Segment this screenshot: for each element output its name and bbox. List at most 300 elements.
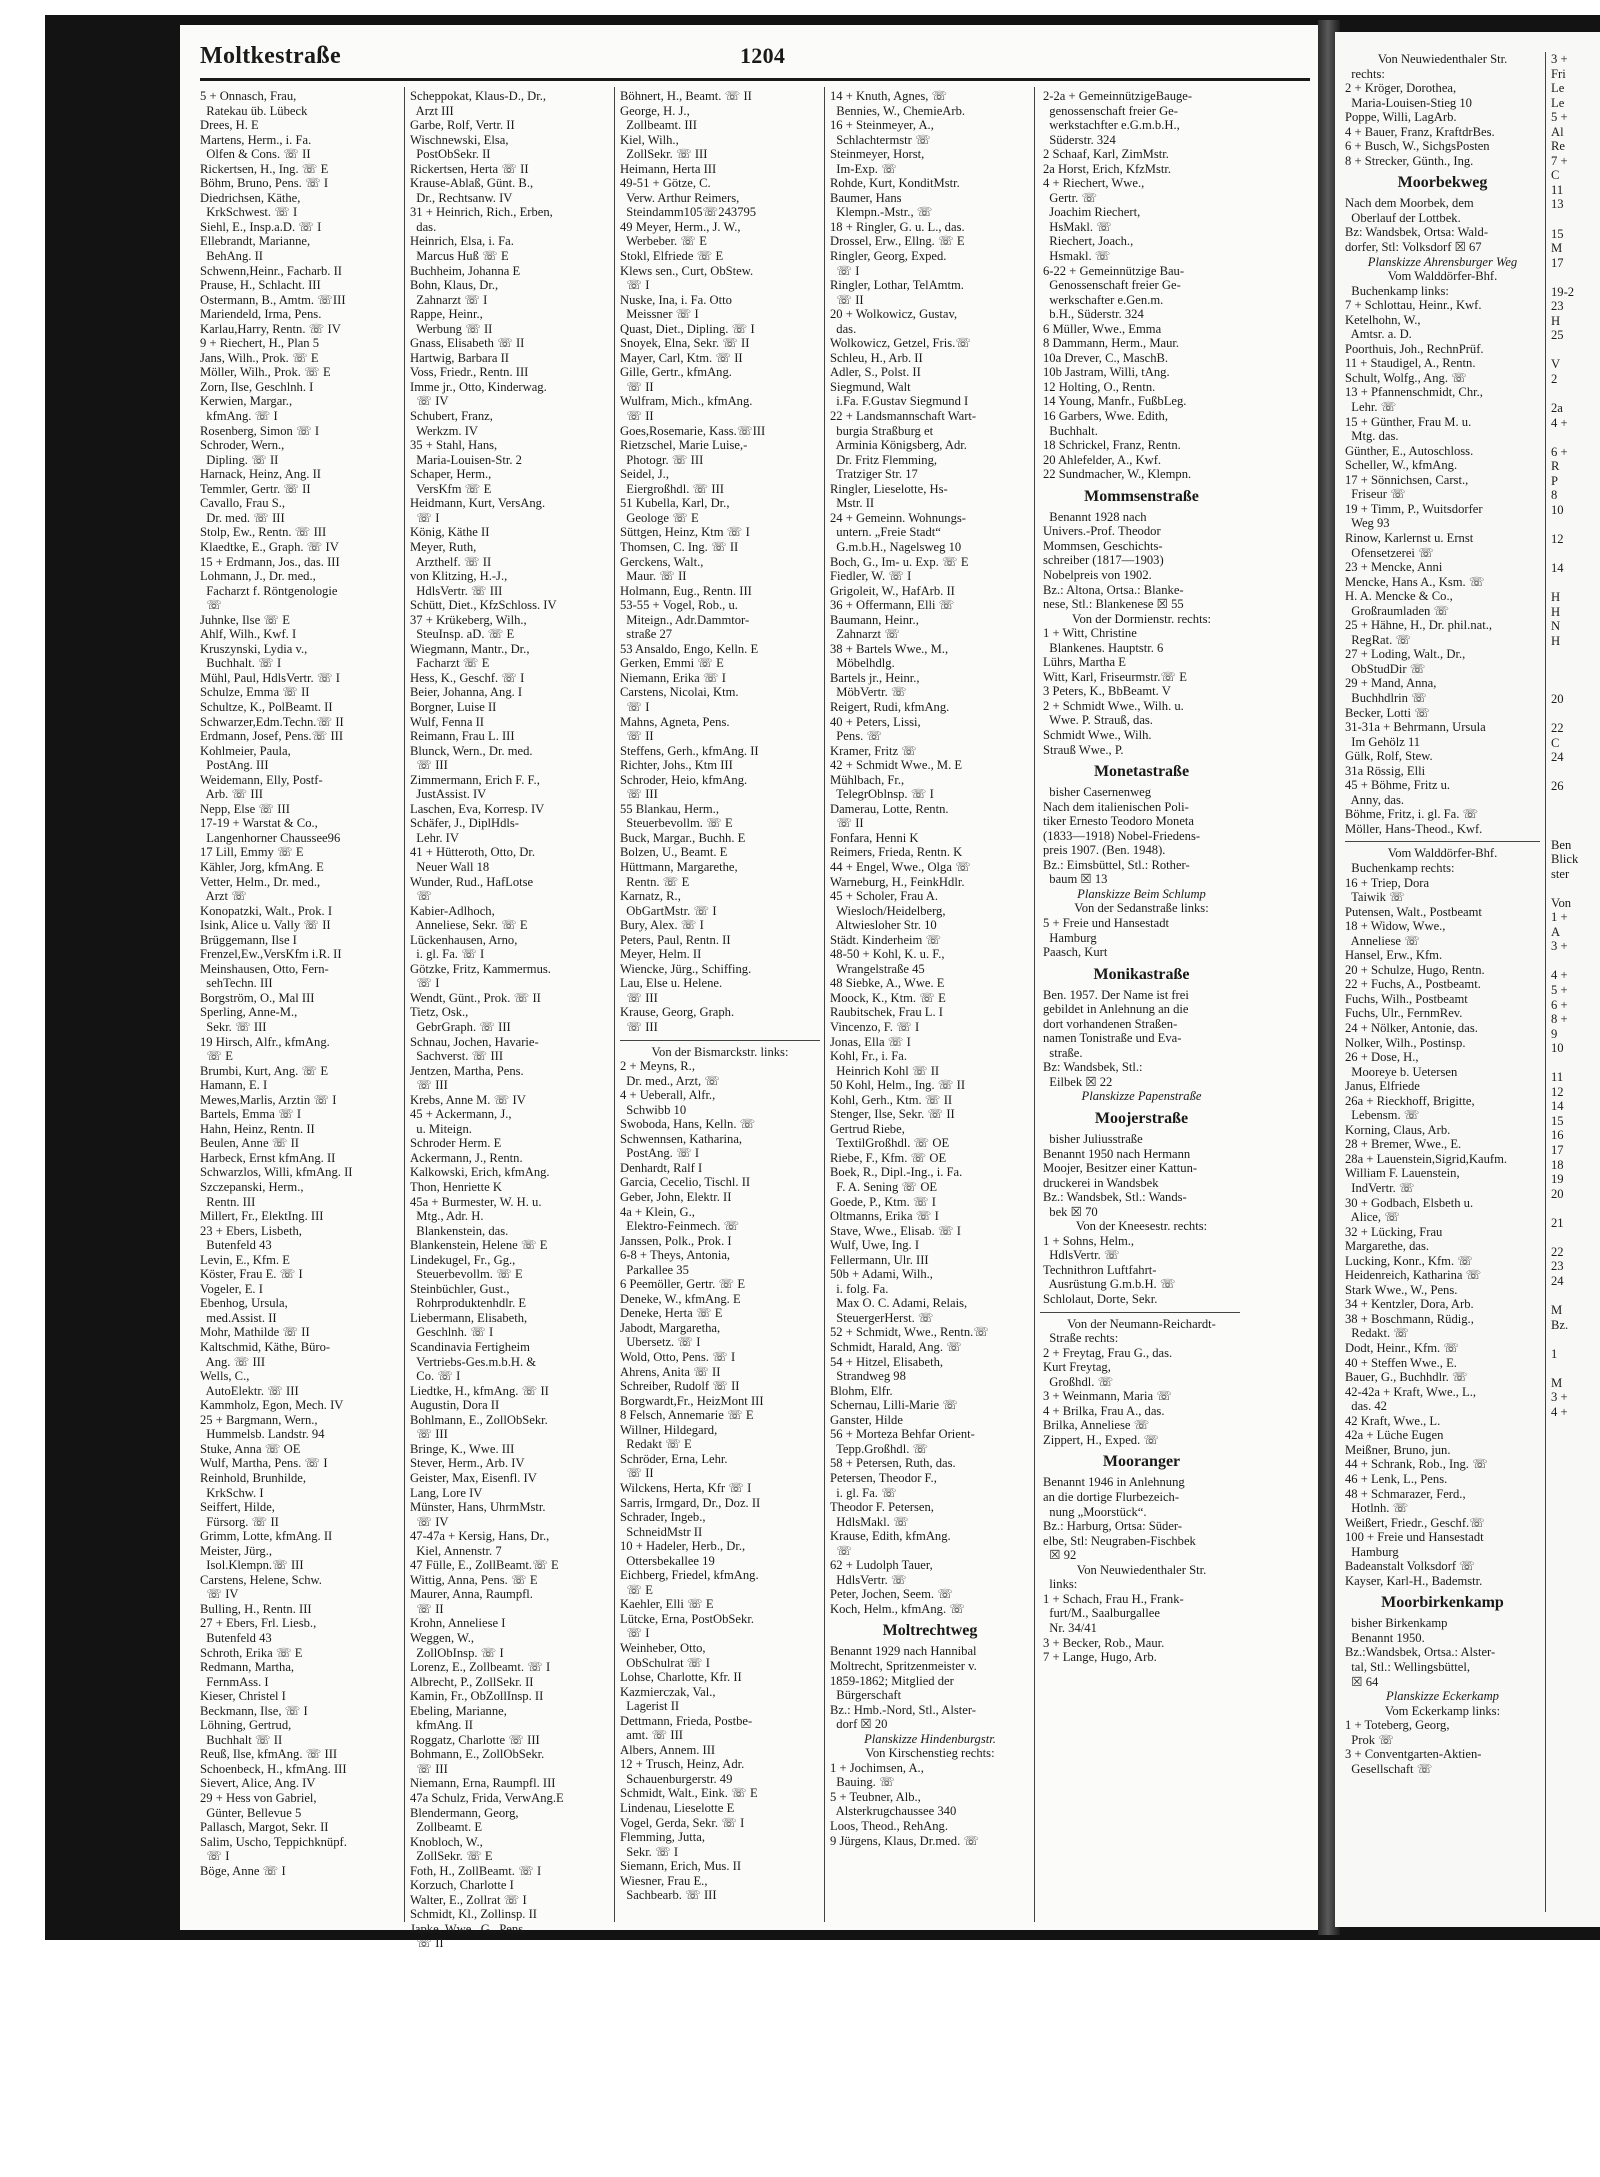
directory-entry: 14 Young, Manfr., FußbLeg. [1043, 394, 1187, 409]
directory-entry: Nolker, Wilh., Postinsp. [1345, 1035, 1466, 1050]
directory-entry: Krause-Ablaß, Günt. B., [410, 176, 534, 191]
directory-entry: Ubersetz. ☏ I [620, 1335, 701, 1350]
directory-entry: Ostermann, B., Amtm. ☏III [200, 292, 346, 307]
directory-entry: Weißert, Friedr., Geschf.☏ [1345, 1515, 1485, 1530]
directory-entry: ☒ 92 [1043, 1548, 1077, 1563]
fragment-entry: 5 + [1551, 110, 1568, 125]
fragment-entry [1551, 808, 1599, 823]
directory-entry: Dr., Rechtsanw. IV [410, 190, 513, 205]
fragment-entry [1551, 881, 1599, 896]
directory-entry: Borgwardt,Fr., HeizMont III [620, 1393, 764, 1408]
directory-entry: 6-8 + Theys, Antonia, [620, 1248, 731, 1263]
directory-entry: Ackermann, J., Rentn. [410, 1150, 523, 1165]
directory-entry: Lau, Else u. Helene. [620, 976, 723, 991]
directory-entry: 23 + Ebers, Lisbeth, [200, 1223, 302, 1238]
directory-entry: Walter, E., Zollrat ☏ I [410, 1892, 527, 1907]
directory-entry: Redakt ☏ E [620, 1437, 692, 1452]
directory-entry: Bz.:Wandsbek, Ortsa.: Alster- [1345, 1645, 1496, 1660]
directory-entry: Peter, Jochen, Seem. ☏ [830, 1587, 953, 1602]
directory-entry: Ahrens, Anita ☏ II [620, 1364, 721, 1379]
directory-entry: Böhm, Bruno, Pens. ☏ I [200, 176, 329, 191]
directory-entry: Steindamm105☏243795 [620, 205, 757, 220]
directory-entry: Drees, H. E [200, 118, 259, 133]
directory-entry: Werbung ☏ II [410, 321, 493, 336]
fragment-entry: 26 [1551, 779, 1564, 794]
directory-entry: Baumann, Heinr., [830, 612, 919, 627]
directory-entry: Schmidt, Walt., Eink. ☏ E [620, 1786, 758, 1801]
directory-entry: 6 Peemöller, Gertr. ☏ E [620, 1277, 746, 1292]
directory-entry: Eichberg, Friedel, kfmAng. [620, 1568, 759, 1583]
directory-entry: Dr. Fritz Flemming, [830, 452, 938, 467]
directory-entry: i. gl. Fa. ☏ I [410, 947, 485, 962]
directory-entry: Geologe ☏ E [620, 510, 699, 525]
directory-entry: Mahns, Agneta, Pens. [620, 714, 730, 729]
directory-entry: Friseur ☏ [1345, 487, 1406, 502]
directory-entry: 7 + Lange, Hugo, Arb. [1043, 1650, 1157, 1665]
directory-entry: Poorthuis, Joh., RechnPrüf. [1345, 341, 1484, 356]
directory-entry: Tratziger Str. 17 [830, 467, 918, 482]
directory-entry: Krause, Georg, Graph. [620, 1005, 735, 1020]
directory-entry: Alice, ☏ [1345, 1210, 1400, 1225]
section-divider [620, 1040, 820, 1041]
fragment-entry: 10 [1551, 502, 1564, 517]
directory-entry: Lehr. ☏ [1345, 400, 1397, 415]
directory-entry: Städt. Kinderheim ☏ [830, 932, 942, 947]
directory-entry: ☏ [830, 1543, 853, 1558]
directory-entry: burgia Straßburg et [830, 423, 934, 438]
directory-entry: Bz.: Altona, Ortsa.: Blanke- [1043, 582, 1184, 597]
fragment-entry: M [1551, 1303, 1563, 1318]
directory-entry: 1 + Jochimsen, A., [830, 1760, 924, 1775]
directory-entry: Riebe, F., Kfm. ☏ OE [830, 1150, 947, 1165]
directory-entry: Brüggemann, Ilse I [200, 932, 297, 947]
directory-entry: ☏ II [620, 379, 654, 394]
fragment-entry [1551, 1056, 1599, 1071]
directory-entry: Mewes,Marlis, Arztin ☏ I [200, 1092, 337, 1107]
directory-entry: med.Assist. II [200, 1310, 277, 1325]
section-divider [1345, 841, 1540, 842]
directory-entry: Goede, P., Ktm. ☏ I [830, 1194, 936, 1209]
directory-entry: Lohse, Charlotte, Kfr. II [620, 1670, 742, 1685]
directory-entry: 45 + Ackermann, J., [410, 1107, 512, 1122]
directory-entry: Wolkowicz, Getzel, Fris.☏ [830, 336, 971, 351]
directory-entry: Univers.-Prof. Theodor [1043, 524, 1161, 539]
directory-entry: Schroder, Heio, kfmAng. [620, 772, 748, 787]
directory-entry: Fuchs, Wilh., Postbeamt [1345, 991, 1468, 1006]
directory-entry: Blankenstein, Helene ☏ E [410, 1238, 548, 1253]
directory-entry: Sachverst. ☏ III [410, 1049, 504, 1064]
fragment-entry: 20 [1551, 692, 1564, 707]
directory-entry: Kiel, Annenstr. 7 [410, 1543, 502, 1558]
directory-entry: 23 + Mencke, Anni [1345, 560, 1443, 575]
directory-entry: preis 1907. (Ben. 1948). [1043, 843, 1166, 858]
fragment-entry [1551, 1201, 1599, 1216]
directory-entry: Kohl, Gerh., Ktm. ☏ II [830, 1092, 953, 1107]
directory-entry: Juhnke, Ilse ☏ E [200, 612, 290, 627]
directory-entry: Olfen & Cons. ☏ II [200, 147, 311, 162]
directory-entry: 17-19 + Warstat & Co., [200, 816, 318, 831]
directory-entry: Blohm, Elfr. [830, 1383, 893, 1398]
directory-entry: Dettmann, Frieda, Postbe- [620, 1713, 753, 1728]
directory-entry: Hamburg [1345, 1544, 1399, 1559]
fragment-entry: ster [1551, 866, 1570, 881]
directory-entry: ☏ III [620, 1020, 658, 1034]
directory-entry: 30 + Godbach, Elsbeth u. [1345, 1195, 1474, 1210]
directory-entry: Rietzschel, Marie Luise,- [620, 438, 748, 453]
directory-entry: Albrecht, P., ZollSekr. II [410, 1674, 534, 1689]
directory-entry: 4 + Riechert, Wwe., [1043, 176, 1145, 191]
directory-entry: Meister, Jürg., [200, 1543, 273, 1558]
directory-entry: 25 + Bargmann, Wern., [200, 1412, 318, 1427]
directory-entry: bisher Birkenkamp [1345, 1616, 1448, 1631]
directory-entry: Snoyek, Elna, Sekr. ☏ II [620, 336, 750, 351]
directory-entry: Reuß, Ilse, kfmAng. ☏ III [200, 1747, 338, 1762]
directory-entry: ☏ [200, 598, 223, 613]
directory-entry: 44 + Engel, Wwe., Olga ☏ [830, 859, 971, 874]
directory-entry: Kalkowski, Erich, kfmAng. [410, 1165, 550, 1180]
directory-entry: Hummelsb. Landstr. 94 [200, 1427, 325, 1442]
directory-entry: Wendt, Günt., Prok. ☏ II [410, 990, 541, 1005]
directory-entry: bek ☒ 70 [1043, 1204, 1098, 1219]
directory-entry: amt. ☏ III [620, 1728, 683, 1743]
directory-entry: Schult, Wolfg., Ang. ☏ [1345, 370, 1467, 385]
directory-entry: Möller, Wilh., Prok. ☏ E [200, 365, 331, 380]
directory-entry: Götzke, Fritz, Kammermus. [410, 961, 551, 976]
directory-entry: 12 + Trusch, Heinz, Adr. [620, 1757, 745, 1772]
fragment-entry: Fri [1551, 66, 1566, 81]
fragment-entry: 1 [1551, 1346, 1558, 1361]
directory-entry: 18 + Widow, Wwe., [1345, 919, 1446, 934]
directory-entry: HdlsVertr. ☏ III [410, 583, 503, 598]
directory-entry: Schwennsen, Katharina, [620, 1131, 743, 1146]
directory-entry: 5 + Freie und Hansestadt [1043, 915, 1170, 930]
directory-entry: Dr. med. ☏ III [200, 510, 285, 525]
directory-entry: ZollSekr. ☏ E [410, 1849, 493, 1864]
directory-entry: HdlsVertr. ☏ [1043, 1248, 1120, 1263]
directory-entry: Stolp, Ew., Rentn. ☏ III [200, 525, 327, 540]
fragment-entry: 2a [1551, 401, 1563, 416]
directory-entry: Buchhdlrin ☏ [1345, 690, 1427, 705]
directory-entry: ☏ E [200, 1049, 233, 1064]
directory-entry: Dr. med., Arzt, ☏ [620, 1073, 721, 1088]
fragment-entry: 25 [1551, 328, 1564, 343]
directory-entry: Bohmann, E., ZollObSekr. [410, 1747, 545, 1762]
directory-entry: Jonas, Ella ☏ I [830, 1034, 911, 1049]
directory-entry: Lohmann, J., Dr. med., [200, 569, 316, 584]
directory-entry: Boek, R., Dipl.-Ing., i. Fa. [830, 1165, 963, 1180]
directory-entry: Jans, Wilh., Prok. ☏ E [200, 350, 319, 365]
directory-entry: BehAng. II [200, 249, 263, 264]
directory-entry: Brilka, Anneliese ☏ [1043, 1418, 1150, 1433]
directory-entry: Stever, Herm., Arb. IV [410, 1456, 525, 1471]
directory-entry: Carstens, Helene, Schw. [200, 1572, 322, 1587]
directory-entry: Poppe, Willi, LagArb. [1345, 110, 1457, 125]
directory-entry: Seidel, J., [620, 467, 669, 482]
directory-entry: Meinshausen, Otto, Fern- [200, 961, 329, 976]
directory-entry: 53 Ansaldo, Engo, Kelln. E [620, 641, 759, 656]
directory-entry: Verw. Arthur Reimers, [620, 190, 740, 205]
directory-entry: Willner, Hildegard, [620, 1422, 718, 1437]
directory-entry: Fiedler, W. ☏ I [830, 569, 912, 584]
fragment-entry: H [1551, 633, 1561, 648]
directory-entry: 40 + Steffen Wwe., E. [1345, 1355, 1457, 1370]
directory-entry: ObGartMstr. ☏ I [620, 903, 717, 918]
directory-entry: Ebeling, Marianne, [410, 1703, 507, 1718]
fragment-entry: 3 + [1551, 1390, 1568, 1405]
directory-entry: ☏ II [830, 816, 864, 831]
directory-entry: 56 + Morteza Behfar Orient- [830, 1427, 975, 1442]
directory-entry: SteuergerHerst. ☏ [830, 1310, 934, 1325]
directory-entry: das. 42 [1345, 1399, 1387, 1414]
directory-entry: Moojer, Besitzer einer Kattun- [1043, 1161, 1198, 1176]
directory-entry: Bz: Wandsbek, Stl.: [1043, 1060, 1143, 1075]
directory-entry: Levin, E., Kfm. E [200, 1252, 290, 1267]
directory-entry: 18 + Ringler, G. u. L., das. [830, 219, 965, 234]
directory-entry: SchneidMstr II [620, 1524, 703, 1539]
directory-entry: Deneke, W., kfmAng. E [620, 1291, 741, 1306]
fragment-entry: 8 [1551, 488, 1558, 503]
directory-entry: ☏ II [410, 1601, 444, 1616]
directory-entry: Steinmeyer, Horst, [830, 147, 925, 162]
directory-entry: ☏ I [830, 263, 860, 278]
directory-entry: Schreiber, Rudolf ☏ II [620, 1379, 740, 1394]
directory-entry: Mommsen, Geschichts- [1043, 538, 1163, 553]
directory-entry: Salim, Uscho, Teppichknüpf. [200, 1834, 347, 1849]
directory-entry: 2 + Freytag, Frau G., das. [1043, 1345, 1173, 1360]
directory-entry: Hamburg [1043, 930, 1097, 945]
directory-entry: Zahnarzt ☏ I [410, 292, 488, 307]
directory-entry: (1833—1918) Nobel-Friedens- [1043, 828, 1201, 843]
directory-entry: 47 Fülle, E., ZollBeamt.☏ E [410, 1558, 559, 1573]
directory-entry: Großhdl. ☏ [1043, 1374, 1114, 1389]
directory-entry: Sekr. ☏ III [200, 1020, 267, 1034]
directory-entry: Von Neuwiedenthaler Str. [1076, 1562, 1207, 1577]
directory-entry: Buck, Margar., Buchh. E [620, 830, 746, 845]
directory-entry: Damerau, Lotte, Rentn. [830, 801, 949, 816]
directory-entry: Bz.: Hmb.-Nord, Stl., Alster- [830, 1702, 976, 1717]
directory-entry: Sachbearb. ☏ III [620, 1888, 717, 1903]
directory-entry: 9 + Riechert, H., Plan 5 [200, 336, 320, 351]
directory-entry: 2 + Schmidt Wwe., Wilh. u. [1043, 698, 1184, 713]
directory-entry: 20 + Wolkowicz, Gustav, [830, 307, 958, 322]
directory-entry: Fürsorg. ☏ II [200, 1514, 279, 1529]
directory-entry: 51 Kubella, Karl, Dr., [620, 496, 730, 511]
directory-entry: Süttgen, Heinz, Ktm ☏ I [620, 525, 750, 540]
fragment-entry: H [1551, 313, 1561, 328]
directory-entry: Brumbi, Kurt, Ang. ☏ E [200, 1063, 329, 1078]
directory-entry: Schauenburgerstr. 49 [620, 1771, 733, 1786]
map-reference: Planskizze Beim Schlump [1077, 886, 1206, 901]
directory-entry: Schernau, Lilli-Marie ☏ [830, 1398, 959, 1413]
directory-entry: werkschafter e.Gen.m. [1043, 292, 1164, 307]
directory-entry: 6 + Busch, W., SichgsPosten [1345, 139, 1490, 154]
directory-entry: Bz.: Wandsbek, Stl.: Wands- [1043, 1190, 1187, 1205]
directory-entry: Stenger, Ilse, Sekr. ☏ II [830, 1107, 955, 1122]
directory-entry: Parkallee 35 [620, 1262, 689, 1277]
directory-entry: Drossel, Erw., Ellng. ☏ E [830, 234, 965, 249]
directory-entry: Redakt. ☏ [1345, 1326, 1410, 1341]
map-reference: Planskizze Ahrensburger Weg [1367, 254, 1518, 269]
directory-entry: Strauß Wwe., P. [1043, 742, 1124, 757]
directory-entry: das. [410, 219, 437, 234]
fragment-entry: Ben [1551, 837, 1572, 852]
directory-entry: Ganster, Hilde [830, 1412, 903, 1427]
fragment-entry: 14 [1551, 1099, 1564, 1114]
directory-entry: Imme jr., Otto, Kinderwag. [410, 379, 547, 394]
fragment-entry: 15 [1551, 226, 1564, 241]
directory-entry: Seiffert, Hilde, [200, 1500, 275, 1515]
directory-entry: Karnatz, R., [620, 889, 681, 904]
directory-entry: Vom Walddörfer-Bhf. [1387, 846, 1498, 861]
directory-entry: Altwiesloher Str. 10 [830, 918, 937, 933]
directory-entry: Max O. C. Adami, Relais, [830, 1296, 968, 1311]
directory-entry: Vogeler, E. I [200, 1281, 263, 1296]
directory-entry: Miteign., Adr.Dammtor- [620, 612, 750, 627]
directory-entry: bisher Casernenweg [1043, 785, 1152, 800]
directory-entry: Foth, H., ZollBeamt. ☏ I [410, 1863, 542, 1878]
directory-entry: Szczepanski, Herm., [200, 1180, 304, 1195]
directory-entry: i. folg. Fa. [830, 1281, 889, 1296]
directory-entry: Klews sen., Curt, ObStew. [620, 263, 754, 278]
directory-entry: Taiwik ☏ [1345, 890, 1405, 905]
directory-page [180, 25, 1320, 1951]
directory-entry: werkstachfter e.G.m.b.H., [1043, 118, 1180, 133]
directory-entry: GebrGraph. ☏ III [410, 1020, 511, 1034]
directory-entry: Bz.: Harburg, Ortsa: Süder- [1043, 1519, 1183, 1534]
directory-entry: ☏ III [620, 990, 658, 1005]
fragment-entry: 10 [1551, 1041, 1564, 1056]
directory-entry: von Klitzing, H.-J., [410, 569, 508, 584]
directory-entry: Swoboda, Hans, Kelln. ☏ [620, 1117, 756, 1132]
directory-entry: Quast, Diet., Dipling. ☏ I [620, 321, 755, 336]
directory-entry: Moock, K., Ktm. ☏ E [830, 990, 946, 1005]
directory-entry: 13 + Pfannenschmidt, Chr., [1345, 385, 1483, 400]
directory-entry: Langenhorner Chaussee96 [200, 830, 341, 845]
directory-entry: Wiesloch/Heidelberg, [830, 903, 946, 918]
fragment-entry [1551, 387, 1599, 402]
directory-entry: Wiegmann, Mantr., Dr., [410, 641, 530, 656]
directory-entry: Ottersbekallee 19 [620, 1553, 715, 1568]
directory-entry: Grimm, Lotte, kfmAng. II [200, 1529, 333, 1544]
directory-entry: Köster, Frau E. ☏ I [200, 1267, 303, 1282]
directory-entry: Wunder, Rud., HafLotse [410, 874, 534, 889]
directory-entry: Reigert, Rudi, kfmAng. [830, 699, 950, 714]
directory-entry: untern. „Freie Stadt“ [830, 525, 941, 540]
directory-entry: Buchheim, Johanna E [410, 263, 521, 278]
fragment-entry [1551, 547, 1599, 562]
directory-entry: ☏ II [620, 729, 654, 744]
directory-entry: 55 Blankau, Herm., [620, 801, 719, 816]
directory-entry: Hamann, E. I [200, 1078, 268, 1093]
directory-entry: 27 + Ebers, Frl. Liesb., [200, 1616, 317, 1631]
directory-entry: tal, Stl.: Wellingsbüttel, [1345, 1659, 1471, 1674]
directory-entry: Lorenz, E., Zollbeamt. ☏ I [410, 1660, 551, 1675]
directory-entry: Kayser, Karl-H., Bademstr. [1345, 1573, 1483, 1588]
directory-entry: Isol.Klempn.☏ III [200, 1558, 304, 1573]
directory-entry: Ellebrandt, Marianne, [200, 234, 311, 249]
directory-entry: Hartwig, Barbara II [410, 350, 509, 365]
directory-entry: 11 + Staudigel, A., Rentn. [1345, 356, 1476, 371]
directory-entry: Von der Neumann-Reichardt- [1067, 1316, 1216, 1331]
directory-entry: Albers, Annem. III [620, 1742, 716, 1757]
directory-entry: Pallasch, Margot, Sekr. II [200, 1820, 329, 1835]
page-number: 1204 [740, 43, 786, 68]
directory-entry: Voss, Friedr., Rentn. III [410, 365, 529, 380]
directory-entry: Gerckens, Walt., [620, 554, 704, 569]
directory-entry: Schmidt, Kl., Zollinsp. II [410, 1907, 537, 1922]
directory-entry: Gülk, Rolf, Stew. [1345, 749, 1433, 764]
directory-entry: 50b + Adami, Wilh., [830, 1267, 933, 1282]
directory-entry: baum ☒ 13 [1043, 872, 1108, 887]
directory-entry: Martens, Herm., i. Fa. [200, 132, 312, 147]
directory-entry: 26 + Dose, H., [1345, 1050, 1419, 1065]
facing-page [1335, 32, 1600, 1927]
fragment-entry [1551, 663, 1599, 678]
fragment-entry: 12 [1551, 532, 1564, 547]
directory-entry: Gnass, Elisabeth ☏ II [410, 336, 525, 351]
directory-entry: dorfer, Stl: Volksdorf ☒ 67 [1345, 240, 1482, 255]
directory-entry: Anneliese, Sekr. ☏ E [410, 918, 528, 933]
directory-entry: Von der Kneesestr. rechts: [1075, 1219, 1208, 1234]
fragment-entry: Le [1551, 95, 1565, 110]
directory-entry: Garbe, Rolf, Vertr. II [410, 118, 515, 133]
directory-column-5 [1040, 89, 1240, 1919]
directory-entry: schreiber (1817—1903) [1043, 553, 1164, 568]
directory-entry: Wischnewski, Elsa, [410, 132, 509, 147]
directory-entry: 41 + Hütteroth, Otto, Dr. [410, 845, 535, 860]
directory-entry: Facharzt f. Röntgenologie [200, 583, 338, 598]
directory-entry: Moltrecht, Spritzenmeister v. [830, 1658, 977, 1673]
directory-entry: Mohr, Mathilde ☏ II [200, 1325, 310, 1340]
directory-entry: Erdmann, Josef, Pens.☏ III [200, 729, 344, 744]
directory-entry: Stuke, Anna ☏ OE [200, 1441, 301, 1456]
directory-entry: Blunck, Wern., Dr. med. [410, 743, 533, 758]
directory-entry: Hüttmann, Margarethe, [620, 859, 738, 874]
directory-entry: Mtg. das. [1345, 429, 1399, 444]
directory-entry: Ofensetzerei ☏ [1345, 545, 1434, 560]
directory-entry: Geber, John, Elektr. II [620, 1190, 732, 1205]
directory-entry: Gerken, Emmi ☏ E [620, 656, 724, 671]
directory-entry: Ringler, Lothar, TelAmtm. [830, 278, 964, 293]
directory-entry: Wells, C., [200, 1369, 250, 1384]
fragment-entry [1551, 1361, 1599, 1376]
directory-entry: Weg 93 [1345, 516, 1390, 531]
directory-entry: Arzt ☏ [200, 889, 247, 904]
fragment-entry: 4 + [1551, 1404, 1568, 1419]
directory-entry: ☏ I [410, 510, 440, 525]
directory-entry: Klaedtke, E., Graph. ☏ IV [200, 539, 339, 554]
directory-entry: 48-50 + Kohl, K. u. F., [830, 947, 945, 962]
fragment-entry: 4 + [1551, 415, 1568, 430]
directory-entry: 3 + Weinmann, Maria ☏ [1043, 1389, 1172, 1404]
directory-entry: ☏ E [620, 1582, 653, 1597]
directory-entry: Hotlnh. ☏ [1345, 1501, 1409, 1516]
directory-entry: Beier, Johanna, Ang. I [410, 685, 523, 700]
directory-entry: Rickertsen, Herta ☏ II [410, 161, 529, 176]
directory-entry: 27 + Loding, Walt., Dr., [1345, 647, 1466, 662]
directory-entry: Lehr. IV [410, 830, 459, 845]
fragment-entry: 16 [1551, 1128, 1564, 1143]
directory-entry: Günther, E., Autoschloss. [1345, 443, 1474, 458]
directory-entry: i. gl. Fa. ☏ [830, 1485, 897, 1500]
directory-entry: VersKfm ☏ E [410, 481, 492, 496]
directory-entry: Janus, Elfriede [1345, 1079, 1420, 1094]
directory-entry: Heimann, Herta III [620, 161, 717, 176]
directory-entry: Benannt 1950 nach Hermann [1043, 1146, 1191, 1161]
directory-column-3 [620, 89, 820, 1919]
directory-entry: 54 + Hitzel, Elisabeth, [830, 1354, 944, 1369]
directory-entry: Butenfeld 43 [200, 1630, 272, 1645]
